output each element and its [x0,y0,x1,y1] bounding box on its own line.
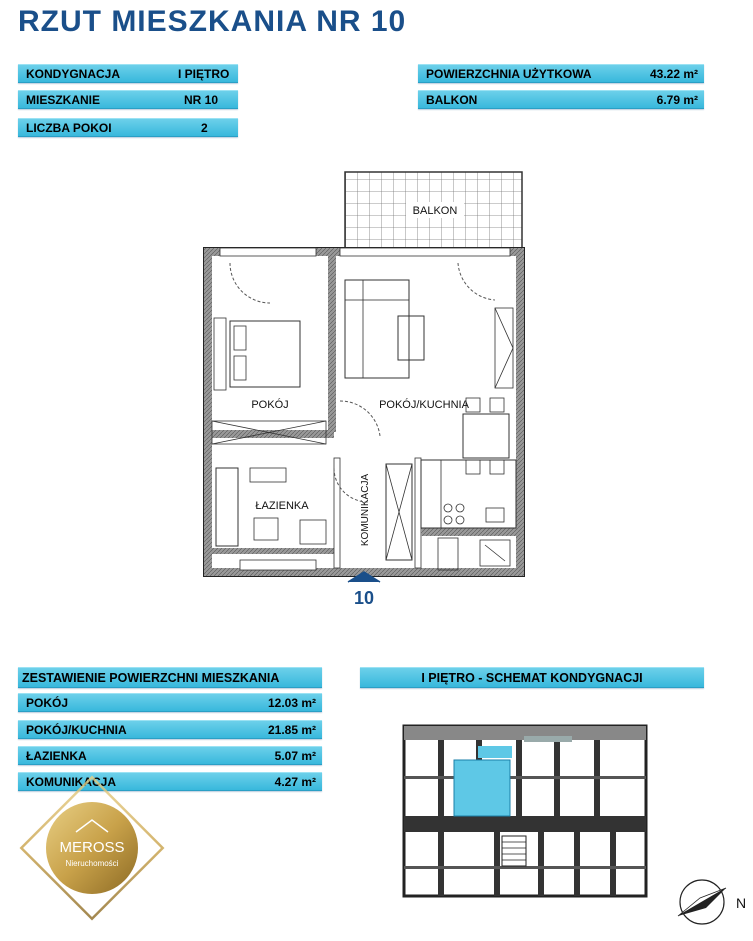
area-row [18,693,322,712]
info-label: KONDYGNACJA [26,66,121,81]
coffee-table [398,316,424,360]
meross-logo [12,762,172,932]
schema-heading: I PIĘTRO - SCHEMAT KONDYGNACJI [421,670,643,685]
info-kondygnacja [18,64,238,83]
info-mieszkanie [18,90,238,109]
areas-heading: ZESTAWIENIE POWIERZCHNI MIESZKANIA [22,670,280,685]
label-lazienka: ŁAZIENKA [255,500,309,512]
info-label: POWIERZCHNIA UŻYTKOWA [426,66,592,81]
label-balkon: BALKON [412,205,458,217]
info-value: NR 10 [184,92,219,107]
logo-sub: Nieruchomości [65,859,119,868]
page-title: RZUT MIESZKANIA NR 10 [18,5,407,38]
areas-heading-bar [18,667,322,688]
info-label: BALKON [426,92,478,107]
area-label: POKÓJ/KUCHNIA [26,722,127,737]
area-value: 21.85 m² [267,722,316,737]
area-value: 4.27 m² [274,774,316,789]
dining-table [463,414,509,458]
label-pokoj-kuchnia: POKÓJ/KUCHNIA [379,399,469,411]
info-powierzchnia [418,64,704,83]
info-label: MIESZKANIE [26,92,101,107]
unit-number: 10 [353,588,375,608]
sofa [345,280,409,378]
area-value: 5.07 m² [274,748,316,763]
info-label: LICZBA POKOI [26,120,112,135]
floor-schema [398,716,658,916]
info-value: I PIĘTRO [178,66,230,81]
area-label: ŁAZIENKA [26,748,87,763]
info-liczba-pokoi [18,118,238,137]
info-value: 43.22 m² [649,66,698,81]
label-komunikacja: KOMUNIKACJA [360,473,371,547]
compass-label: N [736,895,747,911]
logo-name: MEROSS [59,839,125,856]
info-value: 2 [201,120,208,135]
area-label: POKÓJ [26,695,69,710]
area-value: 12.03 m² [267,695,316,710]
floor-plan [190,168,540,608]
schema-heading-bar [360,667,704,688]
label-pokoj: POKÓJ [251,399,289,411]
bed [230,321,300,387]
area-label: KOMUNIKACJA [26,774,116,789]
kitchen-counter [421,460,516,528]
info-value: 6.79 m² [656,92,698,107]
compass-icon [672,876,752,936]
highlighted-unit [454,760,510,816]
area-row [18,720,322,739]
bathtub [216,468,238,546]
info-balkon [418,90,704,109]
